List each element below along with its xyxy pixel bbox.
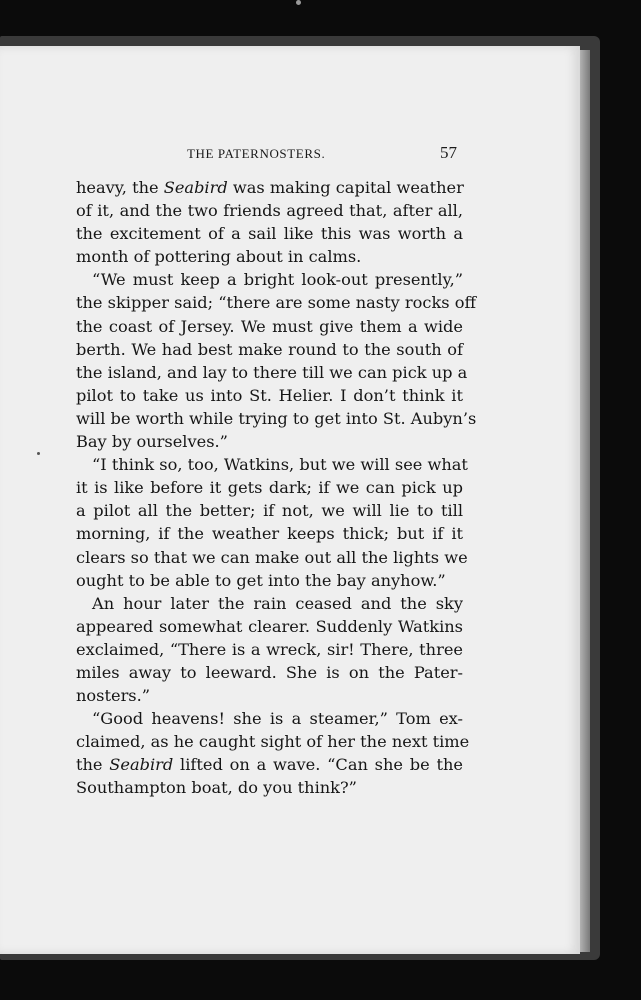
text-line: An hour later the rain ceased and the sky: [92, 593, 463, 613]
ship-name: Seabird: [163, 178, 228, 197]
text-line: Bay by ourselves.”: [76, 432, 228, 452]
running-head: THE PATERNOSTERS.: [187, 146, 326, 161]
text-line: will be worth while trying to get into St. Aubyn’s: [76, 408, 477, 428]
text-line: “We must keep a bright look-out presently,”: [92, 270, 463, 290]
text-line: miles away to leeward. She is on the Pater-: [76, 662, 463, 682]
text-run: lifted on a wave. “Can she be the: [173, 755, 463, 775]
paper-speck: [37, 452, 40, 455]
text-line: nosters.”: [76, 686, 151, 706]
text-line: pilot to take us into St. Helier. I don’t think it: [76, 385, 463, 405]
text-line: berth. We had best make round to the south of: [76, 339, 463, 359]
text-line: the coast of Jersey. We must give them a wide: [76, 316, 463, 336]
text-line: clears so that we can make out all the lights we: [76, 547, 468, 567]
text-line: the excitement of a sail like this was worth a: [76, 224, 463, 244]
page-number: 57: [440, 143, 457, 162]
text-line: ought to be able to get into the bay anyhow.”: [76, 570, 446, 590]
text-line: exclaimed, “There is a wreck, sir! There, three: [76, 639, 463, 659]
text-line: the skipper said; “there are some nasty rocks off: [76, 293, 476, 313]
text-line: claimed, as he caught sight of her the next time: [76, 732, 470, 752]
text-line: a pilot all the better; if not, we will lie to till: [76, 501, 463, 521]
text-run: was making capital weather: [227, 178, 464, 197]
paper-speck: [296, 0, 301, 5]
text-line: “I think so, too, Watkins, but we will see what: [92, 455, 468, 475]
text-line: the island, and lay to there till we can pick up a: [76, 362, 468, 382]
text-line: [76, 753, 463, 776]
text-line: month of pottering about in calms.: [76, 247, 362, 267]
text-line: [76, 176, 463, 199]
text-run: heavy, the: [76, 178, 164, 197]
body-text: [76, 176, 477, 800]
ship-name: Seabird: [109, 755, 174, 775]
text-line: appeared somewhat clearer. Suddenly Watkins: [76, 616, 463, 636]
text-line: “Good heavens! she is a steamer,” Tom ex-: [92, 709, 463, 729]
text-run: the: [76, 755, 110, 775]
text-line: it is like before it gets dark; if we can pick up: [76, 478, 463, 498]
text-line: morning, if the weather keeps thick; but if it: [76, 524, 463, 544]
text-line: of it, and the two friends agreed that, after all,: [76, 201, 463, 221]
text-line: Southampton boat, do you think?”: [76, 778, 357, 798]
